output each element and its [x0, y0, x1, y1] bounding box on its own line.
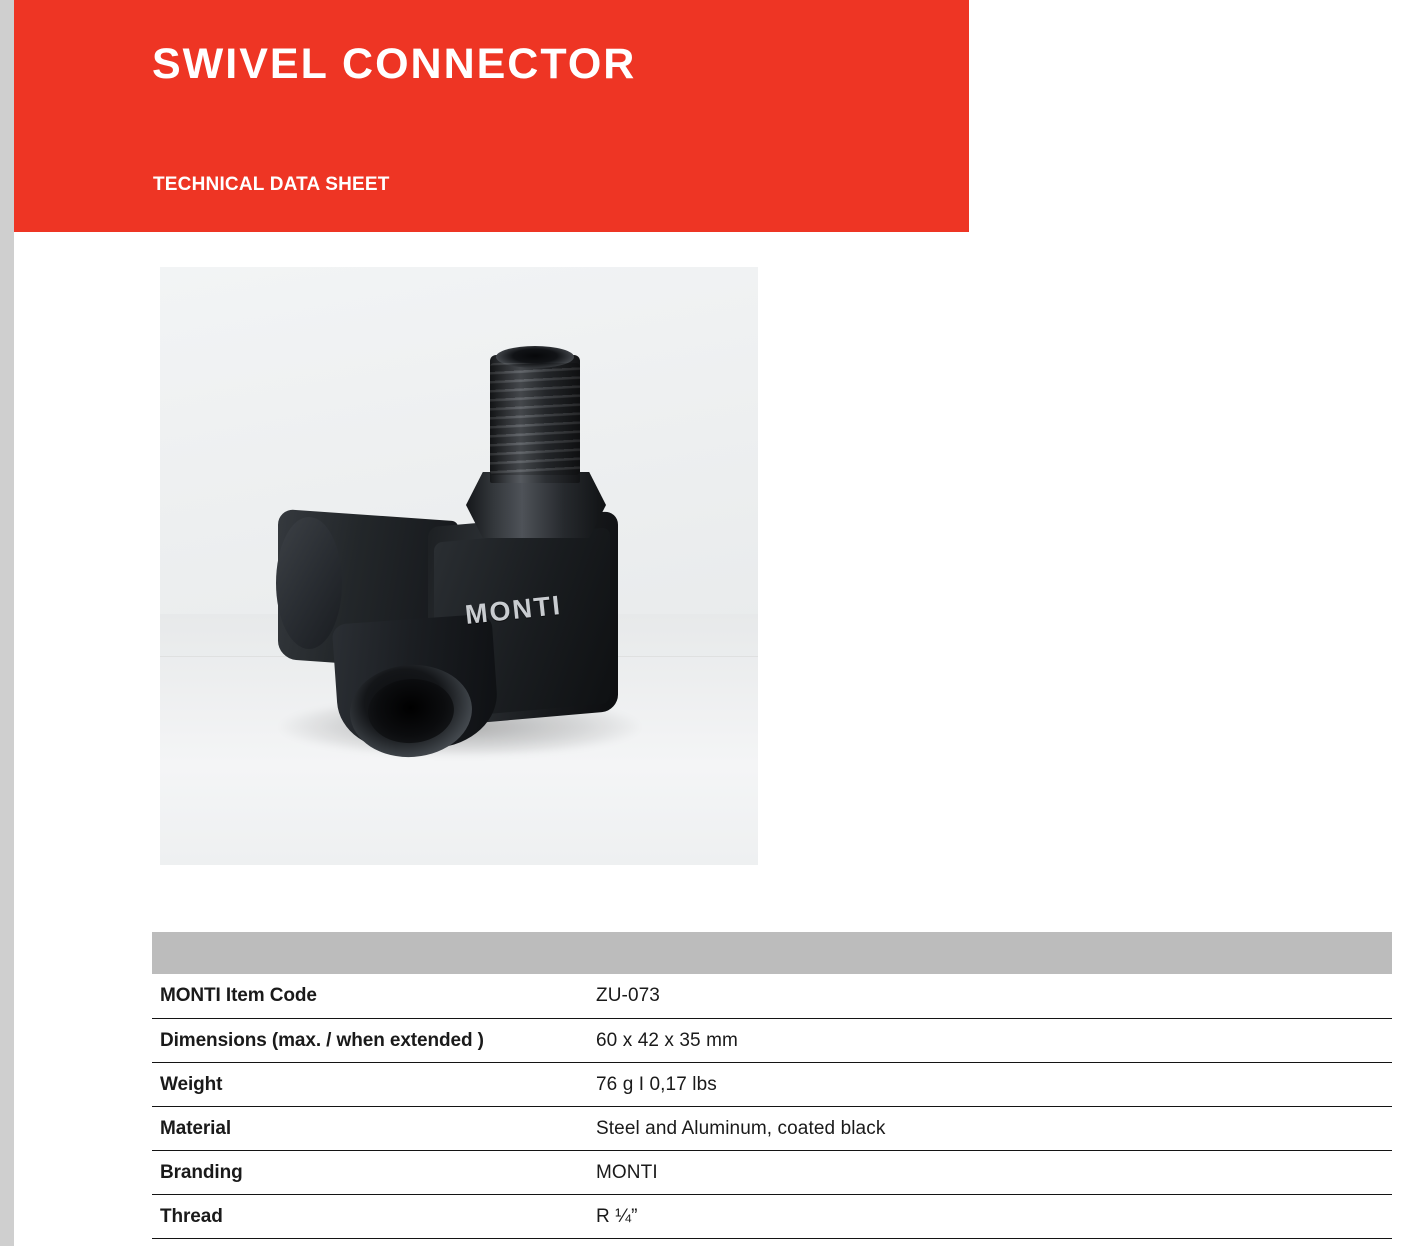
header-banner: [14, 0, 969, 232]
spec-label: Weight: [152, 1062, 588, 1106]
table-row: [152, 1062, 1392, 1106]
spec-label: Thread: [152, 1194, 588, 1238]
table-row: [152, 974, 1392, 1018]
specification-table: [152, 932, 1392, 1239]
connector-thread-grooves: [490, 363, 580, 475]
page-title: SWIVEL CONNECTOR: [152, 40, 637, 88]
table-row: [152, 1194, 1392, 1238]
product-image: [160, 267, 758, 865]
table-header-band-right: [588, 932, 1392, 974]
spec-label: MONTI Item Code: [152, 974, 588, 1018]
table-row: [152, 1018, 1392, 1062]
page-subtitle: TECHNICAL DATA SHEET: [153, 174, 390, 195]
table-row: [152, 1150, 1392, 1194]
connector-swivel-cap: [276, 517, 342, 649]
table-header-band-left: [152, 932, 588, 974]
spec-value: Steel and Aluminum, coated black: [588, 1106, 1392, 1150]
spec-label: Dimensions (max. / when extended ): [152, 1018, 588, 1062]
spec-label: Branding: [152, 1150, 588, 1194]
spec-value: ZU-073: [588, 974, 1392, 1018]
table-header-band: [152, 932, 1392, 974]
page-left-gutter: [0, 0, 14, 1246]
spec-value: 76 g I 0,17 lbs: [588, 1062, 1392, 1106]
table-row: [152, 1106, 1392, 1150]
spec-value: R ¼”: [588, 1194, 1392, 1238]
spec-value: 60 x 42 x 35 mm: [588, 1018, 1392, 1062]
spec-label: Material: [152, 1106, 588, 1150]
spec-value: MONTI: [588, 1150, 1392, 1194]
product-branding-label: MONTI: [463, 590, 564, 630]
